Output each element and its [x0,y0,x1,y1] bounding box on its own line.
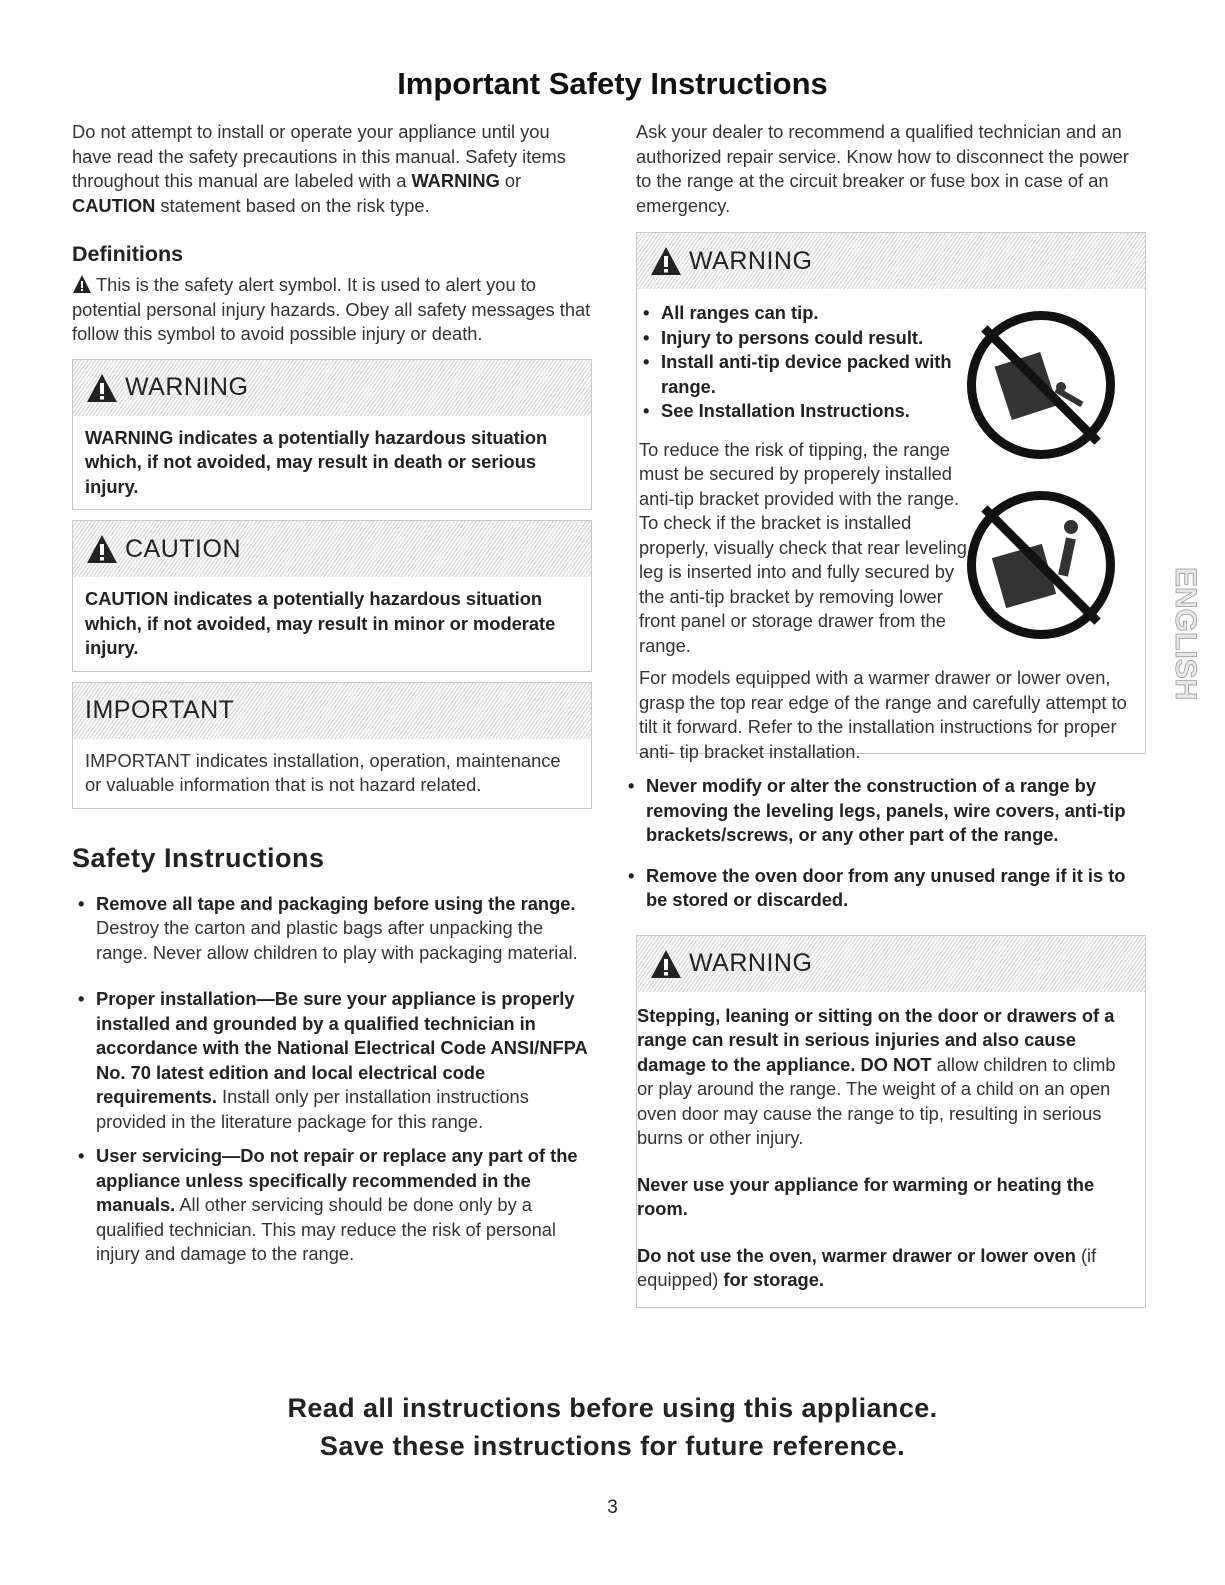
warning-definition-box [72,359,592,511]
anti-tip-paragraph: To reduce the risk of tipping, the range must be secured by properely installed anti-tip bracket provided with the range. To check if the bracket is installed properly, visually check that rear leveling leg is inserted into and fully secured by the anti-tip bracket by removing lower front panel or storage drawer from the range. [639,438,967,656]
caution-label: CAUTION [125,534,241,563]
caution-header [73,521,591,577]
list-item: • See Installation Instructions. [643,400,910,421]
safety-alert-icon [72,274,92,294]
warning-label: WARNING [689,949,813,977]
warmer-drawer-paragraph: For models equipped with a warmer drawer or lower oven, grasp the top rear edge of the range and carefully attempt to tilt it forward. Refer to the installation instructions for proper anti- tip bracket installation. [639,667,1127,762]
warning-definition-text: WARNING indicates a potentially hazardous situation which, if not avoided, may result in death or serious injury. [85,426,548,497]
warning-label: WARNING [689,246,813,275]
list-item: • Proper installation—Be sure your appliance is properly installed and grounded by a qualified technician in accordance with the National Electrical Code ANSI/NFPA No. 70 latest edition and local electrical code requirements. Install only per installation instructions provided in the literature package for this range. [78,988,587,1132]
right-column [628,120,1146,1308]
definitions-text: This is the safety alert symbol. It is used to alert you to potential personal injury hazards. Obey all safety messages that follow this symbol to avoid possible injury or death. [72,274,591,344]
warning-triangle-icon [649,245,683,277]
warning-triangle-icon [649,948,683,980]
list-item: • All ranges can tip. [643,302,819,323]
language-label: ENGLISH [1169,567,1202,701]
important-definition-box [72,682,592,809]
list-item: • Injury to persons could result. [643,326,924,348]
stepping-warning-text: Stepping, leaning or sitting on the door or drawers of a range can result in serious injuries and also cause damage to the appliance. DO NOT allow children to climb or play around the range. The weight of a child on an open oven door may cause the range to tip, resulting in serious burns or other injury. [637,1004,1116,1148]
caution-definition-box [72,520,592,672]
tipping-range-icon [967,311,1115,459]
intro-right-paragraph: Ask your dealer to recommend a qualified technician and an authorized repair service. Know how to disconnect the power to the range at the circuit breaker or fuse box in case of an emergency. [636,121,1129,216]
important-header [73,683,591,739]
storage-warning-text: Do not use the oven, warmer drawer or lower oven (if equipped) for storage. [637,1244,1097,1290]
anti-tip-bullets [637,301,957,424]
warning-header [637,233,1145,289]
warning-label: WARNING [125,373,249,401]
stepping-warning-box [636,935,1146,1308]
footer-save-instructions: Save these instructions for future reference. [319,1431,906,1461]
list-item: • Install anti-tip device packed with range. [643,351,952,397]
footer-read-instructions: Read all instructions before using this appliance. [287,1393,938,1423]
warning-triangle-icon [85,372,119,404]
important-label: IMPORTANT [85,696,235,724]
definitions-heading: Definitions [72,242,184,266]
list-item: • User servicing—Do not repair or replace any part of the appliance unless specifically recommended in the manuals. All other servicing should be done only by a qualified technician. This may reduce the risk of personal injury and damage to the range. [78,1145,578,1264]
warning-header [637,936,1145,992]
warming-heating-text: Never use your appliance for warming or heating the room. [637,1173,1095,1219]
range-warnings-list [622,774,1146,913]
list-item: • Remove all tape and packaging before using the range. Destroy the carton and plastic bags after unpacking the range. Never allow children to play with packaging material. [78,892,578,963]
language-side-tab [1148,567,1202,717]
warning-triangle-icon [85,533,119,565]
list-item: • Never modify or alter the construction of a range by removing the leveling legs, panels, wire covers, anti-tip brackets/screws, or any other part of the range. [628,775,1126,845]
caution-definition-text: CAUTION indicates a potentially hazardous situation which, if not avoided, may result in minor or moderate injury. [85,588,556,658]
safety-instructions-list [72,892,592,1267]
anti-tip-warning-box [636,232,1146,762]
child-on-door-icon [967,491,1115,639]
list-item: • Remove the oven door from any unused range if it is to be stored or discarded. [628,864,1126,910]
warning-header [73,360,591,416]
intro-paragraph: Do not attempt to install or operate your appliance until you have read the safety precautions in this manual. Safety items throughout this manual are labeled with a WARNING or CAUTION statement based on the risk type. [72,121,566,216]
important-definition-text: IMPORTANT indicates installation, operation, maintenance or valuable information that is not hazard related. [85,749,561,795]
left-column [72,120,592,1267]
safety-instructions-heading: Safety Instructions [72,842,325,873]
page-title: Important Safety Instructions [397,66,828,101]
page-number: 3 [607,1497,618,1518]
